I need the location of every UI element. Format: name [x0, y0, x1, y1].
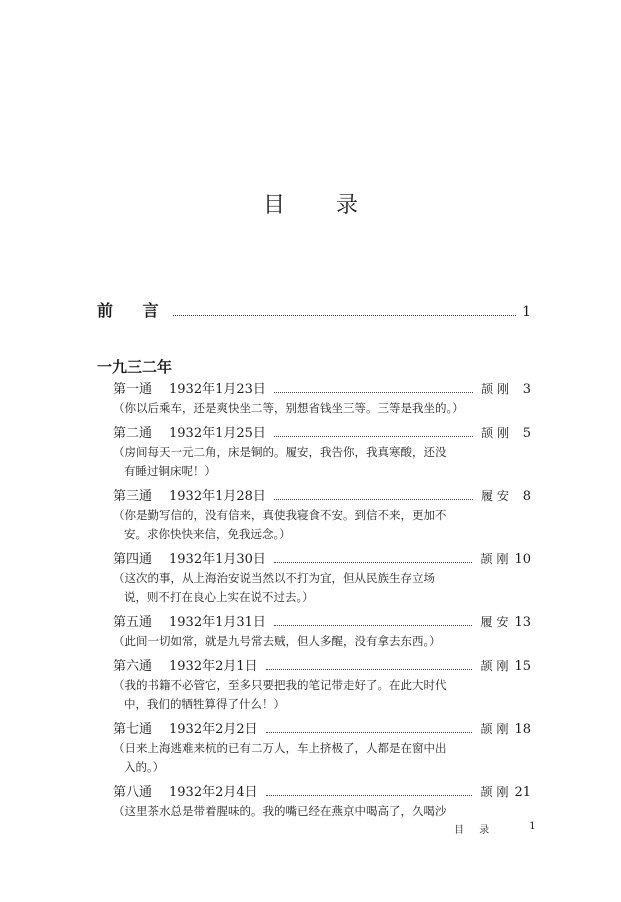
preface-page: 1 — [522, 304, 531, 320]
entry-number: 第四通 — [113, 552, 153, 567]
entry-author: 履安 — [480, 615, 513, 629]
toc-entry[interactable] — [113, 380, 531, 418]
entry-excerpt — [113, 632, 531, 651]
entry-date: 1932年1月31日 — [169, 615, 266, 630]
entry-number: 第二通 — [113, 426, 153, 441]
entry-page: 13 — [514, 615, 531, 630]
dot-leader — [266, 658, 473, 670]
entry-number: 第六通 — [113, 659, 153, 674]
toc-entry-row — [113, 550, 531, 569]
toc-entry-row — [113, 613, 531, 632]
toc-entry-row — [113, 380, 531, 399]
entry-author: 颉刚 — [480, 659, 513, 673]
dot-leader — [266, 784, 473, 796]
preface-label: 前 言 — [97, 301, 171, 320]
toc-entry[interactable] — [113, 550, 531, 607]
entry-date: 1932年1月25日 — [169, 426, 266, 441]
toc-entry[interactable] — [113, 487, 531, 544]
dot-leader — [274, 551, 473, 563]
entry-page: 5 — [522, 426, 531, 441]
toc-preface[interactable] — [97, 298, 531, 320]
toc-entry-row — [113, 487, 531, 506]
entry-excerpt — [113, 569, 531, 607]
entry-excerpt — [113, 802, 531, 821]
entry-number: 第七通 — [113, 722, 153, 737]
excerpt-line: （房间每天一元二角，床是铜的。履安，我告你，我真寒酸，还没 — [113, 445, 447, 459]
excerpt-line: （我的书籍不必管它，至多只要把我的笔记带走好了。在此大时代 — [113, 678, 447, 692]
toc-entry-row — [113, 783, 531, 802]
toc-entry-list — [113, 380, 531, 827]
entry-excerpt — [113, 676, 531, 714]
toc-entry[interactable] — [113, 424, 531, 481]
entry-excerpt — [113, 443, 531, 481]
excerpt-line: （这次的事，从上海治安说当然以不打为宜，但从民族生存立场 — [113, 571, 435, 585]
entry-date: 1932年2月4日 — [169, 785, 258, 800]
entry-author: 颉刚 — [480, 426, 513, 440]
entry-author: 颉刚 — [480, 382, 513, 396]
entry-author: 颉刚 — [480, 785, 513, 799]
entry-page: 18 — [514, 722, 531, 737]
toc-entry[interactable] — [113, 657, 531, 714]
toc-entry-row — [113, 657, 531, 676]
excerpt-line: （这里茶水总是带着腥味的。我的嘴已经在燕京中喝高了，久喝沙 — [113, 804, 447, 818]
excerpt-line: （日来上海逃难来杭的已有二万人，车上挤极了，人都是在窗中出 — [113, 741, 447, 755]
dot-leader — [274, 614, 473, 626]
entry-author: 颉刚 — [480, 552, 513, 566]
dot-leader — [274, 488, 473, 500]
section-heading: 一九三二年 — [97, 358, 173, 376]
entry-page: 21 — [514, 785, 531, 800]
dot-leader — [274, 425, 473, 437]
entry-number: 第一通 — [113, 382, 153, 397]
toc-entry[interactable] — [113, 613, 531, 651]
excerpt-line: 说，则不打在良心上实在说不过去。） — [124, 590, 314, 604]
toc-entry[interactable] — [113, 720, 531, 777]
page-title: 目 录 — [263, 193, 380, 218]
excerpt-line: （你以后乘车，还是爽快坐二等，别想省钱坐三等。三等是我坐的。） — [113, 401, 464, 415]
entry-excerpt — [113, 399, 531, 418]
toc-entry-row — [113, 720, 531, 739]
dot-leader — [266, 721, 473, 733]
entry-number: 第三通 — [113, 489, 153, 504]
entry-page: 3 — [522, 382, 531, 397]
footer-page-number: 1 — [529, 821, 536, 832]
entry-date: 1932年1月23日 — [169, 382, 266, 397]
footer-title: 目 录 — [454, 825, 496, 836]
entry-excerpt — [113, 506, 531, 544]
entry-number: 第八通 — [113, 785, 153, 800]
excerpt-line: 中，我们的牺牲算得了什么！） — [124, 697, 285, 711]
entry-date: 1932年1月28日 — [169, 489, 266, 504]
entry-excerpt — [113, 739, 531, 777]
entry-date: 1932年1月30日 — [169, 552, 266, 567]
excerpt-line: 入的。） — [124, 760, 165, 774]
entry-date: 1932年2月2日 — [169, 722, 258, 737]
dot-leader — [274, 381, 473, 393]
entry-page: 15 — [514, 659, 531, 674]
entry-page: 8 — [522, 489, 531, 504]
excerpt-line: （此间一切如常，就是九号常去贼，但人多醒，没有拿去东西。） — [113, 634, 441, 648]
entry-page: 10 — [514, 552, 531, 567]
entry-author: 颉刚 — [480, 722, 513, 736]
entry-date: 1932年2月1日 — [169, 659, 258, 674]
excerpt-line: 安。求你快快来信，免我远念。） — [124, 527, 291, 541]
excerpt-line: 有睡过铜床呢！） — [124, 464, 216, 478]
toc-entry[interactable] — [113, 783, 531, 821]
toc-entry-row — [113, 424, 531, 443]
entry-author: 履安 — [480, 489, 513, 503]
excerpt-line: （你是勤写信的，没有信来，真使我寝食不安。到信不来，更加不 — [113, 508, 447, 522]
page-footer — [454, 821, 536, 836]
entry-number: 第五通 — [113, 615, 153, 630]
dot-leader — [173, 303, 517, 316]
